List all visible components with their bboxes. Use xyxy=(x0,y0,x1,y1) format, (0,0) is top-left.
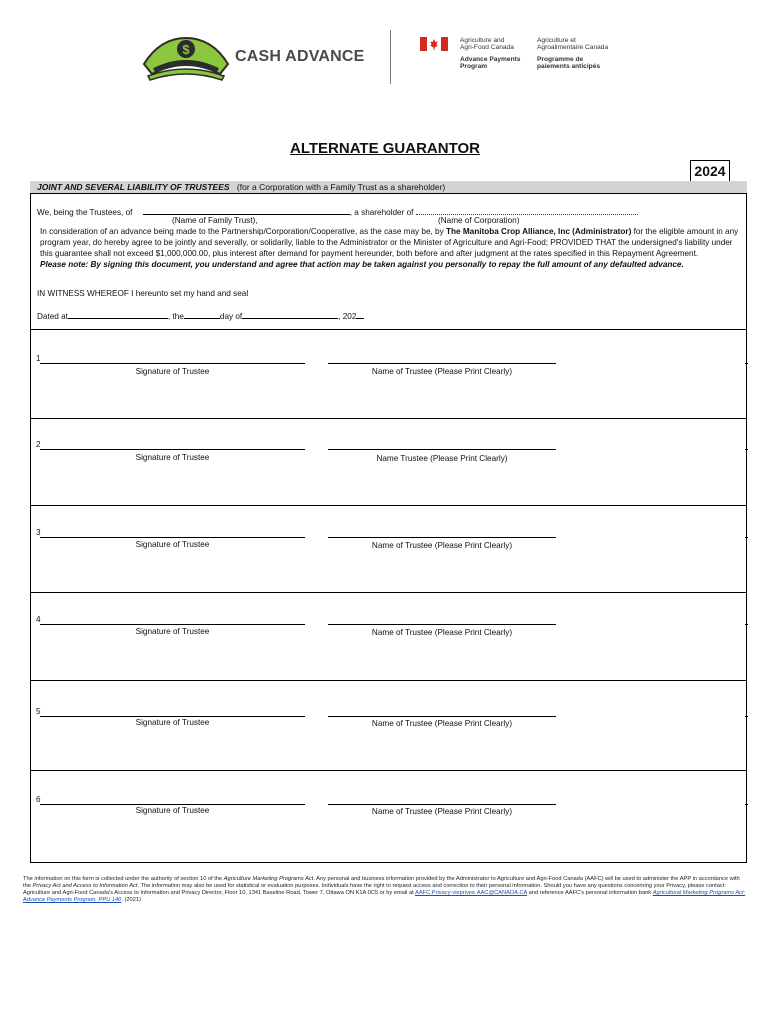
separator xyxy=(30,418,747,419)
margin-tick xyxy=(745,804,748,805)
privacy-notice: The information on this form is collected under the authority of section 10 of the Agriculture Marketing Programs Act. Any personal and business information provided by the Administrator to Agriculture and Agri-Food Canada (AAFC) will be used to administer the APP in accordance with the Privacy Act and Access to Information Act. The information may also be used for statistical or evaluation purposes. Individuals have the right to request access and correction to their personal information. Should you have any questions concerning your Privacy, please contact: Agriculture and Agri-Food Canada's Access to Information and Privacy Director, Floor 10, 1341 Baseline Road, Tower 7, Ottawa ON K1A 0C5 or by email at AAFC.Privacy-vieprivee.AAC@CANADA.CA and reference AAFC's personal information bank Agricultural Marketing Programs Act: Advance Payments Program, PPU 140. (2021) xyxy=(23,876,746,903)
canada-flag-icon xyxy=(420,37,448,51)
form-frame xyxy=(30,181,747,863)
signature-label: Signature of Trustee xyxy=(135,453,210,462)
trustee-name-field[interactable] xyxy=(328,449,556,450)
name-label: Name of Trustee (Please Print Clearly) xyxy=(371,367,513,376)
signature-number: 6 xyxy=(36,795,41,804)
administrator-name: The Manitoba Crop Alliance, Inc (Administrator) xyxy=(446,227,632,236)
consideration-paragraph: In consideration of an advance being made to the Partnership/Corporation/Cooperative, as the case may be, by The Manitoba Crop Alliance, Inc (Administrator) for the eligible amount in any program year, do hereby agree to be jointly and severally, or solidarily, liable to the Administrator or the Minister of Agriculture and Agri-Food; PROVIDED THAT the undersigned's liability under this guarantee shall not exceed $1,000,000.00, plus interest after demand for payment hereunder, both before and after judgment at the rates specified in this Repayment Agreement. Please note: By signing this document, you understand and agree that action may be taken against you personally to repay the full amount of any defaulted advance. xyxy=(40,227,739,269)
trustee-name-field[interactable] xyxy=(328,537,556,538)
signature-label: Signature of Trustee xyxy=(135,718,210,727)
month-field[interactable] xyxy=(242,309,338,319)
privacy-email-link[interactable]: AAFC.Privacy-vieprivee.AAC@CANADA.CA xyxy=(415,890,528,896)
section-heading: JOINT AND SEVERAL LIABILITY OF TRUSTEES xyxy=(37,182,230,192)
signature-number: 1 xyxy=(36,354,41,363)
separator xyxy=(30,770,747,771)
trustee-name-field[interactable] xyxy=(328,804,556,805)
signature-label: Signature of Trustee xyxy=(135,627,210,636)
section-heading-bar xyxy=(30,181,747,194)
note-text: Please note: By signing this document, you understand and agree that action may be taken against you personally to repay the full amount of any defaulted advance. xyxy=(40,260,684,269)
margin-tick xyxy=(745,624,748,625)
name-label: Name of Trustee (Please Print Clearly) xyxy=(371,719,513,728)
day-field[interactable] xyxy=(184,309,220,319)
margin-tick xyxy=(745,449,748,450)
trustee-name-field[interactable] xyxy=(328,624,556,625)
witness-text: IN WITNESS WHEREOF I hereunto set my hand and seal xyxy=(37,289,249,298)
cash-advance-logo xyxy=(140,34,232,82)
name-label: Name Trustee (Please Print Clearly) xyxy=(376,454,508,463)
trustee-name-field[interactable] xyxy=(328,363,556,364)
information-bank-link[interactable]: Agricultural Marketing Programs Act: Advance Payments Program, PPU 140 xyxy=(23,890,746,903)
family-trust-label: (Name of Family Trust), xyxy=(172,216,258,225)
name-label: Name of Trustee (Please Print Clearly) xyxy=(371,541,513,550)
year-box: 2024 xyxy=(690,160,730,182)
signature-number: 5 xyxy=(36,707,41,716)
svg-text:$: $ xyxy=(182,42,190,57)
family-trust-field[interactable] xyxy=(143,205,350,215)
trustees-line: We, being the Trustees, of , a shareholder of xyxy=(37,205,638,218)
signature-number: 2 xyxy=(36,440,41,449)
trustee-signature-field[interactable] xyxy=(40,537,305,538)
trustee-name-field[interactable] xyxy=(328,716,556,717)
dated-at-field[interactable] xyxy=(68,309,168,319)
trustee-signature-field[interactable] xyxy=(40,449,305,450)
separator xyxy=(30,680,747,681)
margin-tick xyxy=(745,716,748,717)
signature-number: 3 xyxy=(36,528,41,537)
dated-line: Dated at , the day of , 202 xyxy=(37,309,364,322)
trustee-signature-field[interactable] xyxy=(40,624,305,625)
margin-tick xyxy=(745,537,748,538)
separator xyxy=(30,329,747,330)
margin-tick xyxy=(745,363,748,364)
aafc-french: Agriculture et Agroalimentaire Canada Programme de paiements anticipés xyxy=(537,37,609,71)
document-title: ALTERNATE GUARANTOR xyxy=(290,140,480,157)
corporation-label: (Name of Corporation) xyxy=(438,216,520,225)
aafc-english: Agriculture and Agri-Food Canada Advance Payments Program xyxy=(460,37,521,71)
signature-label: Signature of Trustee xyxy=(135,540,210,549)
logo-text: CASH ADVANCE xyxy=(235,48,365,65)
signature-label: Signature of Trustee xyxy=(135,367,210,376)
trustee-signature-field[interactable] xyxy=(40,363,305,364)
name-label: Name of Trustee (Please Print Clearly) xyxy=(371,628,513,637)
separator xyxy=(30,592,747,593)
separator xyxy=(30,505,747,506)
corporation-field[interactable] xyxy=(416,205,638,215)
header-divider xyxy=(390,30,391,84)
trustee-signature-field[interactable] xyxy=(40,804,305,805)
signature-number: 4 xyxy=(36,615,41,624)
signature-label: Signature of Trustee xyxy=(135,806,210,815)
section-subheading: (for a Corporation with a Family Trust as a shareholder) xyxy=(236,182,446,192)
trustee-signature-field[interactable] xyxy=(40,716,305,717)
year-digit-field[interactable] xyxy=(356,309,364,319)
name-label: Name of Trustee (Please Print Clearly) xyxy=(371,807,513,816)
